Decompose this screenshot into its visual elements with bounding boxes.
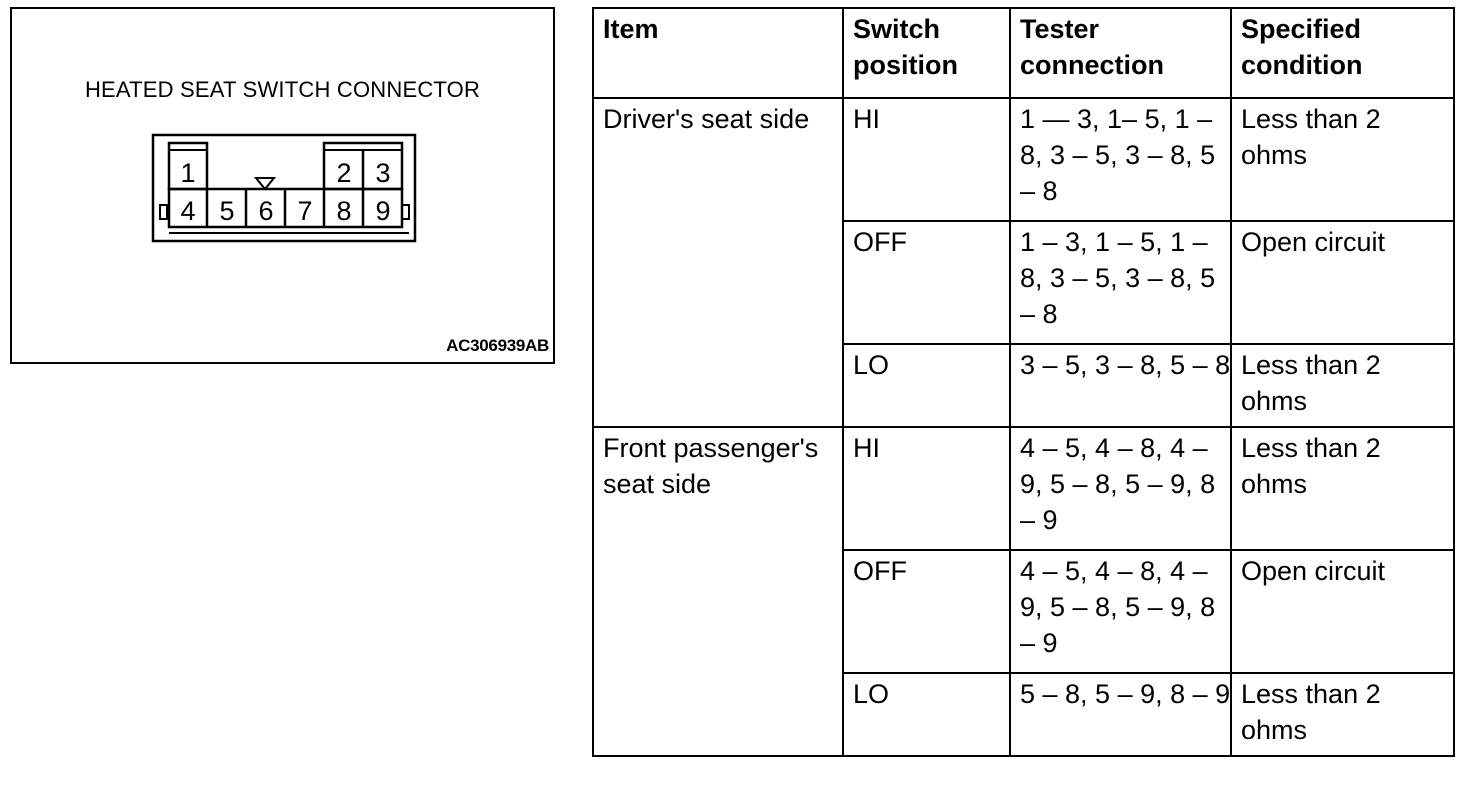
header-item: Item bbox=[593, 8, 843, 98]
switch-position: LO bbox=[843, 673, 1010, 756]
left-latch bbox=[160, 205, 167, 219]
figure-title: HEATED SEAT SWITCH CONNECTOR bbox=[84, 77, 481, 102]
header-tester-connection: Tester connection bbox=[1010, 8, 1231, 98]
table-header-row bbox=[593, 8, 1454, 98]
switch-position: HI bbox=[843, 98, 1010, 221]
pin-label: 4 bbox=[180, 196, 196, 226]
connector-figure bbox=[10, 7, 555, 364]
figure-code: AC306939AB bbox=[446, 336, 549, 355]
header-switch-position: Switch position bbox=[843, 8, 1010, 98]
specified-condition: Less than 2 ohms bbox=[1231, 98, 1454, 221]
tester-connection: 3 – 5, 3 – 8, 5 – 8 bbox=[1010, 344, 1231, 427]
tester-connection: 1 – 3, 1 – 5, 1 – 8, 3 – 5, 3 – 8, 5 – 8 bbox=[1010, 221, 1231, 344]
tester-connection: 4 – 5, 4 – 8, 4 – 9, 5 – 8, 5 – 9, 8 – 9 bbox=[1010, 550, 1231, 673]
specified-condition: Open circuit bbox=[1231, 221, 1454, 344]
table-row bbox=[593, 427, 1454, 550]
connector-diagram bbox=[12, 9, 553, 362]
switch-position: OFF bbox=[843, 550, 1010, 673]
specified-condition: Less than 2 ohms bbox=[1231, 427, 1454, 550]
pin-label: 3 bbox=[375, 158, 391, 188]
pin-label: 5 bbox=[219, 196, 235, 226]
switch-position: OFF bbox=[843, 221, 1010, 344]
item-driver: Driver's seat side bbox=[593, 98, 843, 427]
tester-connection: 1 — 3, 1– 5, 1 – 8, 3 – 5, 3 – 8, 5 – 8 bbox=[1010, 98, 1231, 221]
switch-position: LO bbox=[843, 344, 1010, 427]
specified-condition: Less than 2 ohms bbox=[1231, 344, 1454, 427]
switch-position: HI bbox=[843, 427, 1010, 550]
pin-label: 8 bbox=[336, 196, 352, 226]
key-triangle-icon bbox=[256, 178, 274, 189]
item-passenger: Front passenger's seat side bbox=[593, 427, 843, 756]
specified-condition: Open circuit bbox=[1231, 550, 1454, 673]
tester-connection: 5 – 8, 5 – 9, 8 – 9 bbox=[1010, 673, 1231, 756]
pin-label: 7 bbox=[297, 196, 313, 226]
header-specified-condition: Specified condition bbox=[1231, 8, 1454, 98]
pin-label: 6 bbox=[258, 196, 274, 226]
pin-label: 9 bbox=[375, 196, 391, 226]
pin-label: 1 bbox=[180, 158, 196, 188]
specified-condition: Less than 2 ohms bbox=[1231, 673, 1454, 756]
inspection-table bbox=[592, 7, 1455, 757]
pin-label: 2 bbox=[336, 158, 352, 188]
table-row bbox=[593, 98, 1454, 221]
tester-connection: 4 – 5, 4 – 8, 4 – 9, 5 – 8, 5 – 9, 8 – 9 bbox=[1010, 427, 1231, 550]
